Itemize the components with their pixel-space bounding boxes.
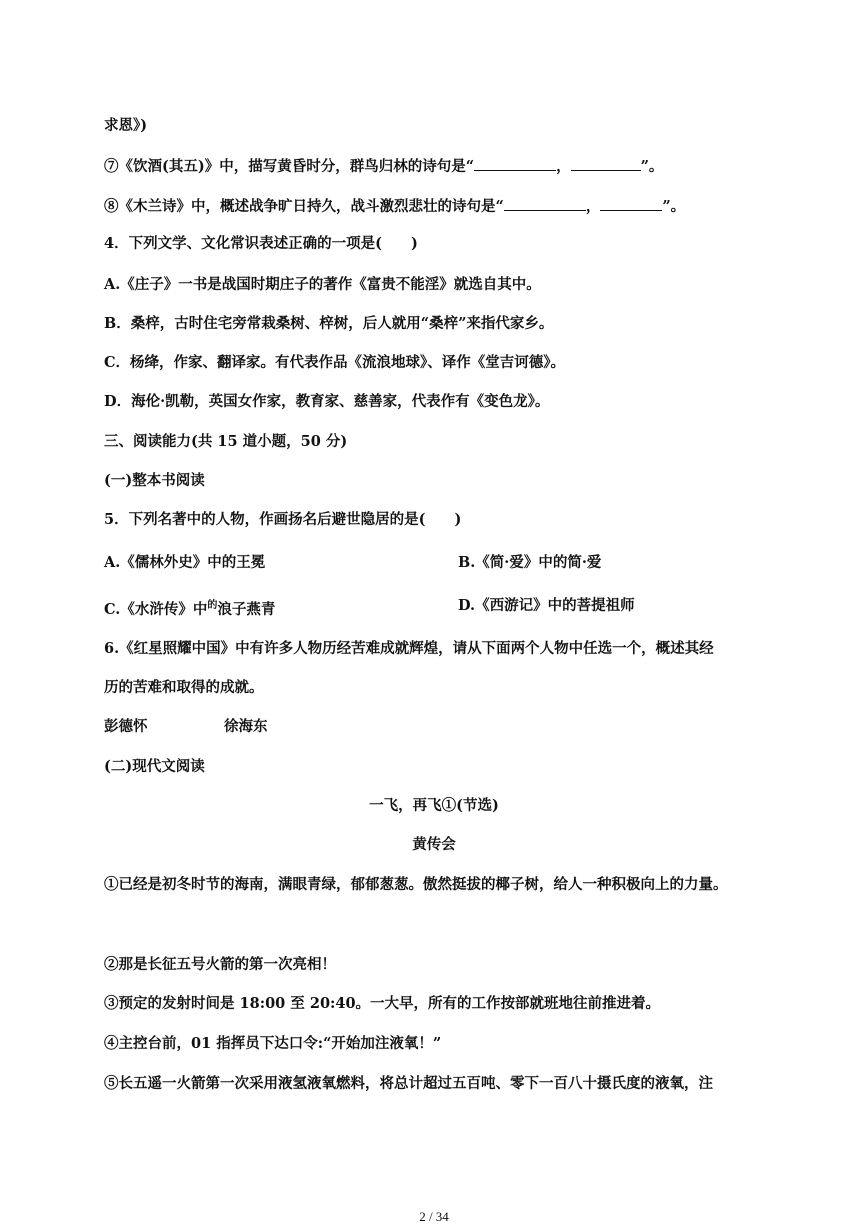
- option-d: D．海伦·凯勒，英国女作家，教育家、慈善家，代表作有《变色龙》。: [104, 393, 550, 410]
- person-option: 徐海东: [224, 718, 268, 735]
- subsection-heading: (二)现代文阅读: [104, 758, 205, 775]
- page-number: 2 / 34: [419, 1209, 449, 1224]
- paragraph-1: ①已经是初冬时节的海南，满眼青绿，郁郁葱葱。傲然挺拔的椰子树，给人一种积极向上的力量。: [104, 876, 728, 893]
- option-d: D.《西游记》中的菩提祖师: [458, 597, 635, 614]
- close-quote: ”。: [662, 198, 686, 215]
- answer-blank[interactable]: [504, 196, 586, 211]
- answer-blank[interactable]: [474, 156, 556, 171]
- paragraph-5: ⑤长五遥一火箭第一次采用液氢液氧燃料，将总计超过五百吨、零下一百八十摄氏度的液氧，注: [104, 1075, 713, 1092]
- comma: ，: [585, 198, 601, 215]
- option-c: C．杨绛，作家、翻译家。有代表作品《流浪地球》、译作《堂吉诃德》。: [104, 354, 566, 371]
- superscript-char: 的: [207, 600, 218, 611]
- answer-blank[interactable]: [600, 196, 662, 211]
- answer-blank[interactable]: [571, 156, 641, 171]
- person-option: 彭德怀: [104, 718, 148, 735]
- text-line: 求恩》): [104, 117, 148, 134]
- question-5: 5．下列名著中的人物，作画扬名后避世隐居的是( ): [104, 511, 462, 528]
- option-c: [104, 596, 275, 620]
- option-a: A.《儒林外史》中的王冕: [104, 554, 266, 571]
- section-heading: 三、阅读能力(共 15 道小题，50 分): [104, 433, 348, 450]
- option-text: C.《水浒传》中: [104, 601, 208, 618]
- paragraph-4: ④主控台前，01 指挥员下达口令:“开始加注液氧！”: [104, 1035, 442, 1052]
- option-a: A.《庄子》一书是战国时期庄子的著作《富贵不能淫》就选自其中。: [104, 276, 541, 293]
- option-text: 浪子燕青: [217, 601, 276, 618]
- close-quote: ”。: [640, 158, 664, 175]
- question-text: ⑦《饮酒(其五)》中，描写黄昏时分，群鸟归林的诗句是“: [104, 158, 475, 175]
- option-b: B.《简·爱》中的简·爱: [458, 554, 602, 571]
- paragraph-3: ③预定的发射时间是 18:00 至 20:40。一大早，所有的工作按部就班地往前推进着。: [104, 995, 661, 1012]
- question-text: ⑧《木兰诗》中，概述战争旷日持久，战斗激烈悲壮的诗句是“: [104, 198, 504, 215]
- comma: ，: [556, 158, 571, 175]
- fill-blank-question-7: [104, 156, 663, 177]
- question-4: 4．下列文学、文化常识表述正确的一项是( ): [104, 235, 418, 252]
- article-author: 黄传会: [412, 836, 456, 853]
- question-6: 6.《红星照耀中国》中有许多人物历经苦难成就辉煌，请从下面两个人物中任选一个，概述其经: [104, 640, 714, 657]
- question-6-cont: 历的苦难和取得的成就。: [104, 679, 264, 696]
- paragraph-2: ②那是长征五号火箭的第一次亮相！: [104, 956, 336, 973]
- fill-blank-question-8: [104, 196, 685, 217]
- article-title: 一飞，再飞①(节选): [369, 797, 499, 814]
- option-b: B．桑梓，古时住宅旁常栽桑树、梓树，后人就用“桑梓”来指代家乡。: [104, 315, 554, 332]
- subsection-heading: (一)整本书阅读: [104, 472, 205, 489]
